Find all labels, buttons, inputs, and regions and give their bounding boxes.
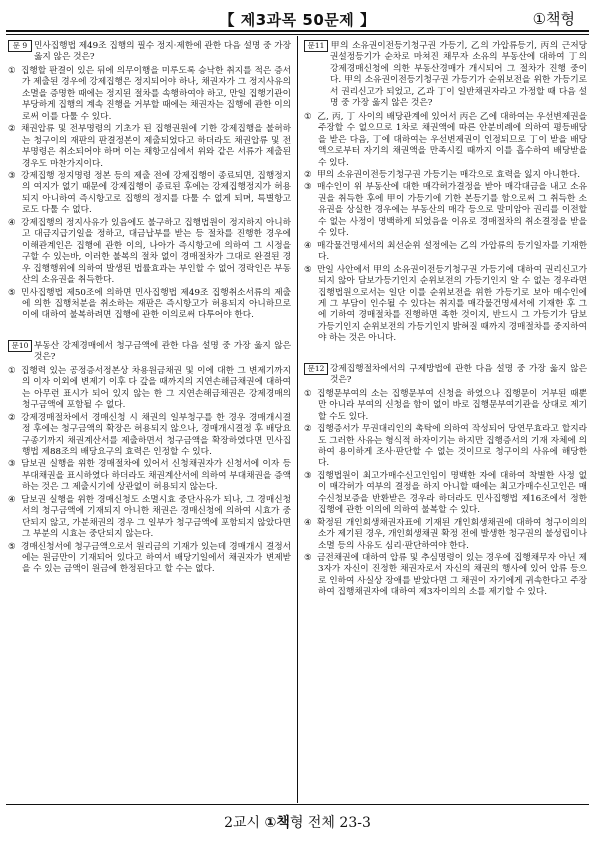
section-title: 【 제3과목 50문제 】	[219, 11, 376, 29]
option-mark: ②	[8, 412, 16, 423]
footer-page-info: 형 전체 23-3	[289, 815, 371, 831]
question-stem	[8, 340, 291, 364]
question-stem	[304, 40, 587, 110]
option-mark: ④	[304, 517, 312, 528]
option-text: 집행할 판결이 있은 뒤에 의무이행을 미루도록 승낙한 취지를 적은 증서가 제출된 경우에 강제집행은 정지되어야 하나, 채권자가 그 정지사유의 소멸을 증명한 때에는 정지된 절차를 속행하여야 하고, 만일 집행기관이 부당하게 집행의 계속 진행을 거부할 때에는 채권자는 집행에 관한 이의로써 이를 다툴 수 있다.	[21, 65, 291, 122]
option-mark: ⑤	[304, 264, 312, 275]
option-mark: ②	[304, 169, 312, 180]
answer-option	[304, 389, 587, 423]
answer-option	[8, 66, 291, 123]
option-text: 확정된 개인회생채권자표에 기재된 개인회생채권에 대하여 청구이의의 소가 제기된 경우, 개인회생채권 확정 전에 발생한 청구권의 불성립이나 소멸 등의 사유도 심리·판단하여야 한다.	[317, 517, 587, 551]
option-text: 금전채권에 대하여 압류 및 추심명령이 있는 경우에 집행채무자 아닌 제3자가 자신이 진정한 채권자로서 자신의 채권의 행사에 있어 압류 등으로 인하여 사실상 장애를 받았다면 그 채권이 자기에게 귀속한다고 주장하여 집행채권자에 대하여 제3자이의의 소를 제기할 수 있다.	[317, 553, 587, 598]
question-block	[304, 40, 587, 345]
answer-option	[8, 288, 291, 322]
option-text: 매각물건명세서의 최선순위 설정에는 乙의 가압류의 등기일자를 기재한다.	[317, 240, 587, 263]
option-mark: ④	[304, 240, 312, 251]
question-stem	[304, 363, 587, 387]
option-mark: ①	[8, 65, 16, 76]
option-mark: ⑤	[8, 541, 16, 552]
page-header	[6, 5, 589, 31]
answer-option	[8, 218, 291, 287]
footer-rule	[6, 804, 589, 805]
option-text: 강제집행의 정지사유가 있음에도 불구하고 집행법원이 정지하지 아니하고 대금지급기일을 정하고, 대금납부를 받는 등 절차를 진행한 경우에 이해관계인은 집행에 관한 이의, 나아가 즉시항고에 의하여 그 시정을 구할 수 있는바, 이러한 불복의 절차 없이 경매절차가 그대로 완결된 경우 집행행위에 의하여 발생된 법률효과는 부인할 수 없어 경락인은 부동산의 소유권을 취득한다.	[21, 217, 291, 286]
option-text: 집행증서가 무권대리인의 촉탁에 의하여 작성되어 당연무효라고 할지라도 그러한 사유는 형식적 하자이기는 하지만 집행증서의 기재 자체에 의하여 용이하게 조사·판단할 수 없는 것이므로 청구이의 사유에 해당한다.	[317, 424, 587, 469]
option-text: 강제경매절차에서 경매신청 시 채권의 일부청구를 한 경우 경매개시결정 후에는 청구금액의 확장은 허용되지 않으나, 경매개시결정 후 배당요구종기까지 채권계산서를 제출하면서 청구금액을 확장하였다면 민사집행법 제88조의 배당요구의 효력은 인정할 수 있다.	[21, 412, 291, 457]
option-mark: ①	[304, 111, 312, 122]
question-block	[304, 363, 587, 599]
option-mark: ③	[304, 182, 312, 193]
question-text: 강제집행절차에서의 구제방법에 관한 다음 설명 중 가장 옳지 않은 것은?	[330, 363, 587, 386]
header-rule-thick	[6, 30, 589, 32]
question-stem	[8, 40, 291, 64]
answer-option	[8, 124, 291, 170]
option-mark: ①	[8, 365, 16, 376]
option-mark: ④	[8, 217, 16, 228]
right-column	[304, 40, 587, 603]
answer-option	[8, 542, 291, 576]
question-number: 문10	[8, 340, 32, 352]
option-text: 담보권 실행을 위한 경매신청도 소멸시효 중단사유가 되나, 그 경매신청서의 청구금액에 기재되지 아니한 채권은 경매신청에 의하여 시효가 중단되지 않고, 가분채권의 경우 그 일부가 청구금액에 포함되지 않았다면 그 부분의 시효는 중단되지 않는다.	[21, 494, 291, 540]
option-text: 담보권 실행을 위한 경매절차에 있어서 신청채권자가 신청서에 이자 등 부대채권을 표시하였다 하더라도 채권계산서에 의하여 부대채권을 증액하는 것은 그 제출시기에 상관없이 허용되지 않는다.	[21, 459, 291, 493]
answer-option	[8, 459, 291, 493]
option-text: 집행문부여의 소는 집행문부여 신청을 하였으나 집행문이 거부된 때뿐만 아니라 부여의 신청을 함이 없이 바로 집행문부여기관을 상대로 제기할 수도 있다.	[317, 388, 587, 422]
answer-option	[8, 495, 291, 541]
option-text: 민사집행법 제50조에 의하면 민사집행법 제49조 집행취소서류의 제출에 의한 집행처분을 취소하는 재판은 즉시항고가 허용되지 아니하므로 이에 대하여 불복하려면 집행에 관한 이의로써 다투어야 한다.	[21, 287, 291, 321]
option-text: 강제집행 정지명령 정본 등의 제출 전에 강제집행이 종료되면, 집행정지의 여지가 없기 때문에 강제집행이 종료된 후에는 강제집행정지가 허용되지 아니하여 즉시항고로 집행의 정지를 다툴 수 없게 되며, 특별항고로도 다툴 수 없다.	[21, 170, 291, 216]
question-number: 문 9	[8, 40, 32, 52]
option-mark: ③	[8, 459, 16, 470]
answer-option	[304, 518, 587, 552]
question-gap	[304, 349, 587, 363]
option-mark: ④	[8, 494, 16, 505]
question-text: 부동산 강제경매에서 청구금액에 관한 다음 설명 중 가장 옳지 않은 것은?	[34, 340, 291, 363]
option-text: 매수인이 위 부동산에 대한 매각허가결정을 받아 매각대금을 내고 소유권을 취득한 후에 甲이 가등기에 기한 본등기를 함으로써 그 취득한 소유권을 상실한 경우에는 부동산의 매각 등으로 말미암아 권리를 이전할 수 없는 사정이 명백하게 되었음을 이유로 경매절차의 취소결정을 받을 수 있다.	[317, 182, 587, 239]
option-text: 경매신청서에 청구금액으로서 원리금의 기재가 있는데 경매개시 결정서에는 원금만이 기재되어 있다고 하여서 배당기일에서 채권자가 변제받을 수 있는 금액이 원금에 한정된다고 할 수는 없다.	[21, 541, 291, 575]
question-block	[8, 40, 291, 322]
option-text: 집행법원이 최고가매수신고인임이 명백한 자에 대하여 착별한 사정 없이 매각허가 여부의 결정을 하지 아니할 때에는 최고가매수신고인은 매수신청보증을 반환받은 경우라 하더라도 민사집행법 제16조에서 정한 집행에 관한 이의에 의하여 불복할 수 있다.	[317, 470, 587, 516]
answer-option	[304, 112, 587, 169]
option-text: 乙, 丙, 丁 사이의 배당관계에 있어서 丙은 乙에 대하여는 우선변제권을 주장할 수 없으므로 1차로 채권액에 따른 안분비례에 의하여 평등배당을 받은 다음, 丁에 대하여는 우선변제권이 인정되므로 丁이 받을 배당액으로부터 자기의 채권액을 만족시킬 때까지 이를 흡수하여 배당받을 수 있다.	[317, 111, 587, 168]
header-rule-thin	[6, 34, 589, 35]
footer-session: 2교시	[224, 815, 261, 831]
answer-option	[304, 182, 587, 239]
option-mark: ①	[304, 388, 312, 399]
option-mark: ②	[304, 424, 312, 435]
answer-option	[8, 413, 291, 459]
option-mark: ②	[8, 124, 16, 135]
option-mark: ⑤	[8, 287, 16, 298]
option-text: 甲의 소유권이전등기청구권 가등기는 매각으로 효력을 잃지 아니한다.	[317, 169, 580, 180]
exam-type-label: ①책형	[532, 10, 575, 28]
question-block	[8, 340, 291, 576]
column-divider	[297, 36, 298, 803]
answer-option	[304, 553, 587, 599]
answer-option	[304, 424, 587, 470]
option-mark: ③	[304, 470, 312, 481]
left-column	[8, 40, 291, 580]
page-footer	[0, 812, 595, 832]
option-mark: ③	[8, 170, 16, 181]
option-text: 만일 사안에서 甲의 소유권이전등기청구권 가등기에 대하여 권리신고가 되지 않아 담보가등기인지 순위보전의 가등기인지 알 수 없는 경우라면 집행법원으로서는 일단 이를 순위보전을 위한 가등기로 보아 매수인에게 그 부담이 인수될 수 있다는 취지를 매각물건명세서에 기재한 후 그에 기하여 경매절차를 진행하면 족한 것이지, 반드시 그 가등기가 담보가등기인지 순위보전의 가등기인지 밝혀질 때까지 경매절차를 중지하여야 하는 것은 아니다.	[317, 264, 587, 344]
question-text: 민사집행법 제49조 집행의 필수 정지·제한에 관한 다음 설명 중 가장 옳지 않은 것은?	[34, 41, 291, 63]
answer-option	[8, 171, 291, 217]
question-number: 문12	[304, 363, 328, 375]
option-text: 채권압류 및 전부명령의 기초가 된 집행권원에 기한 강제집행을 불허하는 청구이의 재판의 판결정본이 제출되었다고 하더라도 채권압류 및 전부명령은 취소되어야 하며 이는 채항고심에서 위와 같은 서류가 제출된 경우도 마찬가지이다.	[21, 124, 291, 169]
answer-option	[304, 241, 587, 264]
option-mark: ⑤	[304, 553, 312, 564]
question-text: 甲의 소유권이전등기청구권 가등기, 乙의 가압류등기, 丙의 근저당권설정등기가 순차로 마쳐진 채무자 소유의 부동산에 대하여 丁의 강제경매신청에 의한 부동산경매가 개시되어 그 절차가 진행 중이다. 甲의 소유권이전등기청구권 가등기가 순위보전을 위한 가등기로서 권리신고가 되었고, 乙과 丁이 일반채권자라고 가정할 때 다음 설명 중 가장 옳지 않은 것은?	[330, 41, 587, 109]
footer-exam-type: ①책	[264, 815, 290, 831]
option-text: 집행력 있는 공정증서정본상 차용원금채권 및 이에 대한 그 변제기까지의 이자 이외에 변제기 이후 다 갚을 때까지의 지연손해금채권에 대하여는 아무런 표시가 되어 있지 않는 한 그 지연손해금채권은 강제경매의 청구금액에 포함될 수 없다.	[21, 365, 291, 411]
question-number: 문11	[304, 40, 328, 52]
answer-option	[8, 366, 291, 412]
question-gap	[8, 326, 291, 340]
answer-option	[304, 170, 587, 181]
answer-option	[304, 265, 587, 345]
answer-option	[304, 471, 587, 517]
